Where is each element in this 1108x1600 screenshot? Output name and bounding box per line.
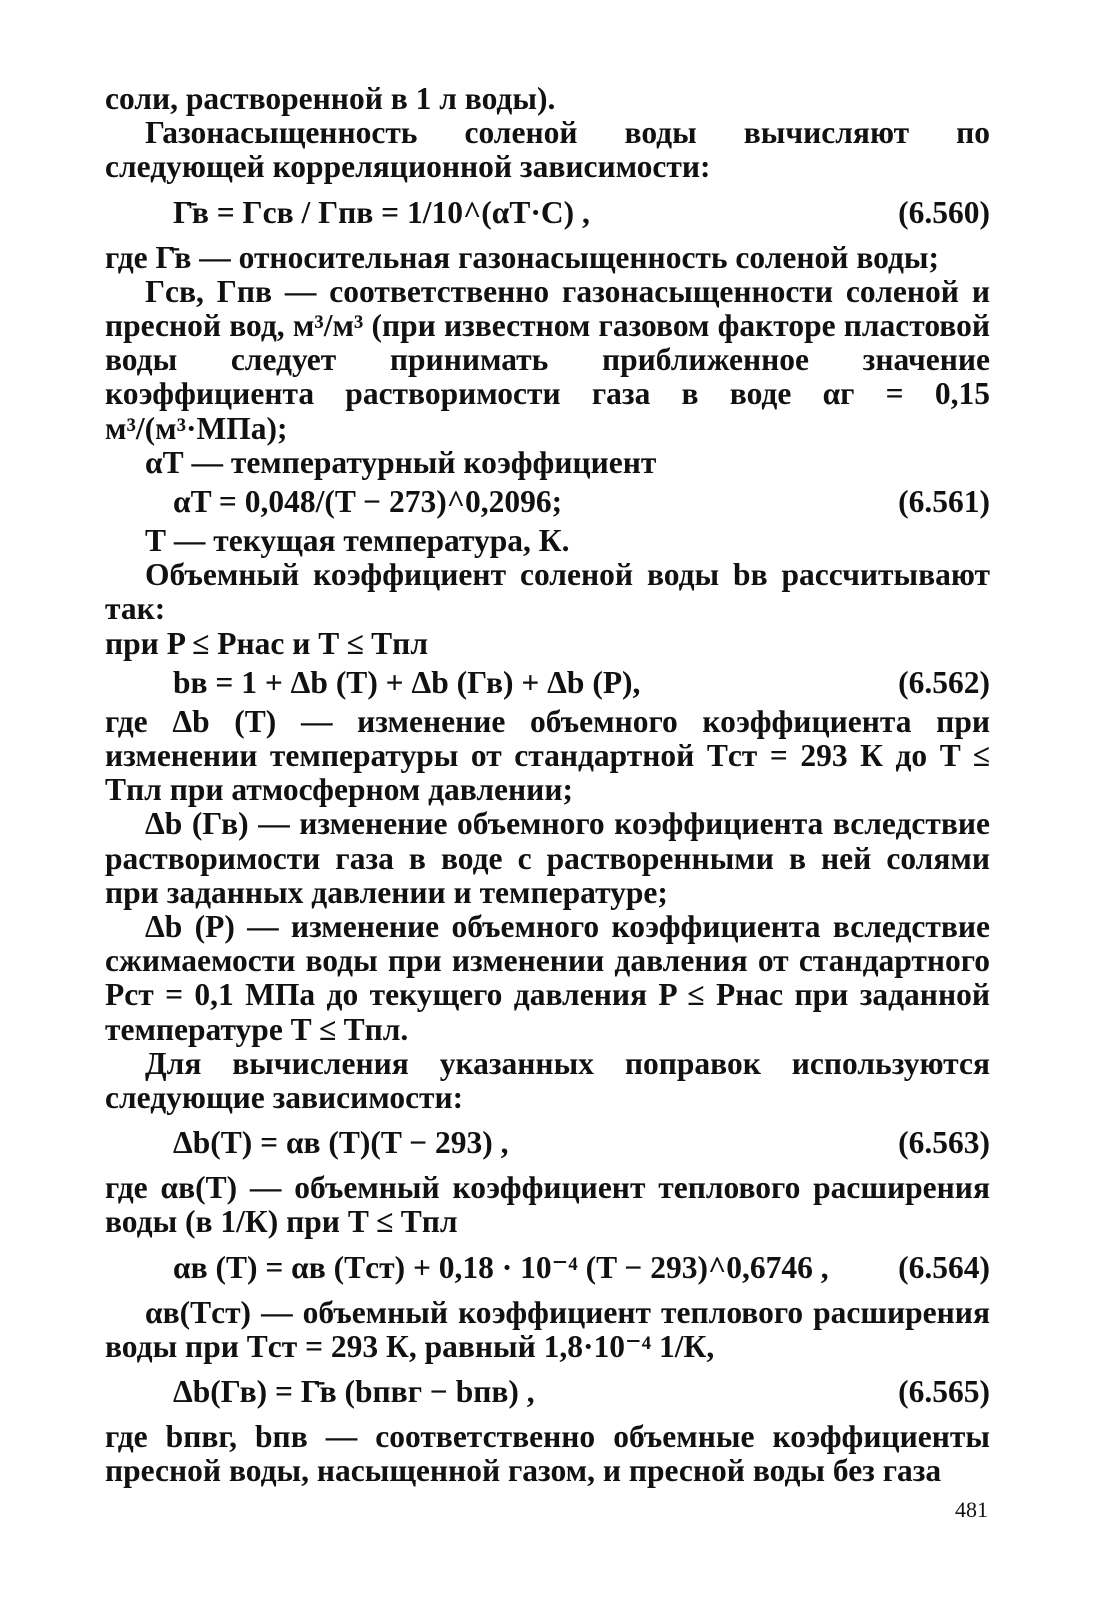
paragraph: Δb (Гв) — изменение объемного коэффициента вследствие растворимости газа в воде с растворенными в ней солями при заданных давлении и температуре; [105, 806, 990, 910]
equation-number: (6.562) [898, 664, 990, 700]
equation-number: (6.563) [898, 1125, 990, 1161]
paragraph: где Δb (T) — изменение объемного коэффициента при изменении температуры от стандартной Tст = 293 К до T ≤ Tпл при атмосферном давлении; [105, 703, 990, 808]
equation-row [105, 1240, 990, 1296]
equation-formula: Δb(Гв) = Г̄в (bпвг − bпв) , [173, 1374, 535, 1410]
page-number: 481 [955, 1497, 988, 1522]
equation-formula: bв = 1 + Δb (T) + Δb (Гв) + Δb (P), [173, 664, 641, 700]
paragraph: Гсв, Гпв — соответственно газонасыщенности соленой и пресной вод, м³/м³ (при известном газовом факторе пластовой воды следует принимать приближенное значение коэффициента растворимости газа в воде αг = 0,15 м³/(м³·МПа); [105, 273, 990, 446]
paragraph: где Г̄в — относительная газонасыщенность соленой воды; [105, 239, 939, 275]
equation-row [105, 480, 990, 524]
page-body [105, 82, 990, 1489]
equation-number: (6.560) [898, 194, 990, 230]
equation-formula: αT = 0,048/(T − 273)^0,2096; [173, 484, 563, 520]
paragraph: αв(Tст) — объемный коэффициент теплового расширения воды при Tст = 293 К, равный 1,8·10⁻⁴ 1/К, [105, 1294, 990, 1364]
equation-row [105, 1115, 990, 1171]
equation-number: (6.565) [898, 1374, 990, 1410]
paragraph: αТ — температурный коэффициент [145, 444, 657, 480]
equation-row [105, 185, 990, 241]
equation-formula: Δb(T) = αв (T)(T − 293) , [173, 1125, 509, 1161]
equation-row [105, 1364, 990, 1420]
paragraph: Газонасыщенность соленой воды вычисляют по следующей корреляционной зависимости: [105, 115, 990, 185]
paragraph: где αв(T) — объемный коэффициент теплового расширения воды (в 1/К) при T ≤ Tпл [105, 1170, 990, 1240]
equation-row [105, 661, 990, 705]
paragraph: при P ≤ Pнас и T ≤ Tпл [105, 625, 428, 661]
equation-number: (6.564) [898, 1249, 990, 1285]
paragraph: Для вычисления указанных поправок используются следующие зависимости: [105, 1045, 990, 1116]
equation-formula: Г̄в = Гсв / Гпв = 1/10^(αT·C) , [173, 194, 590, 230]
paragraph: Т — текущая температура, К. [145, 523, 570, 559]
paragraph: Объемный коэффициент соленой воды bв рассчитывают так: [105, 557, 990, 627]
equation-number: (6.561) [898, 484, 990, 520]
paragraph: Δb (P) — изменение объемного коэффициента вследствие сжимаемости воды при изменении давления от стандартного Pст = 0,1 МПа до текущего давления P ≤ Pнас при заданной температуре T ≤ Tпл. [105, 909, 990, 1047]
paragraph: соли, растворенной в 1 л воды). [105, 81, 556, 116]
equation-formula: αв (T) = αв (Tст) + 0,18 · 10⁻⁴ (T − 293)^0,6746 , [173, 1249, 829, 1285]
paragraph: где bпвг, bпв — соответственно объемные коэффициенты пресной воды, насыщенной газом, и пресной воды без газа [105, 1419, 990, 1489]
